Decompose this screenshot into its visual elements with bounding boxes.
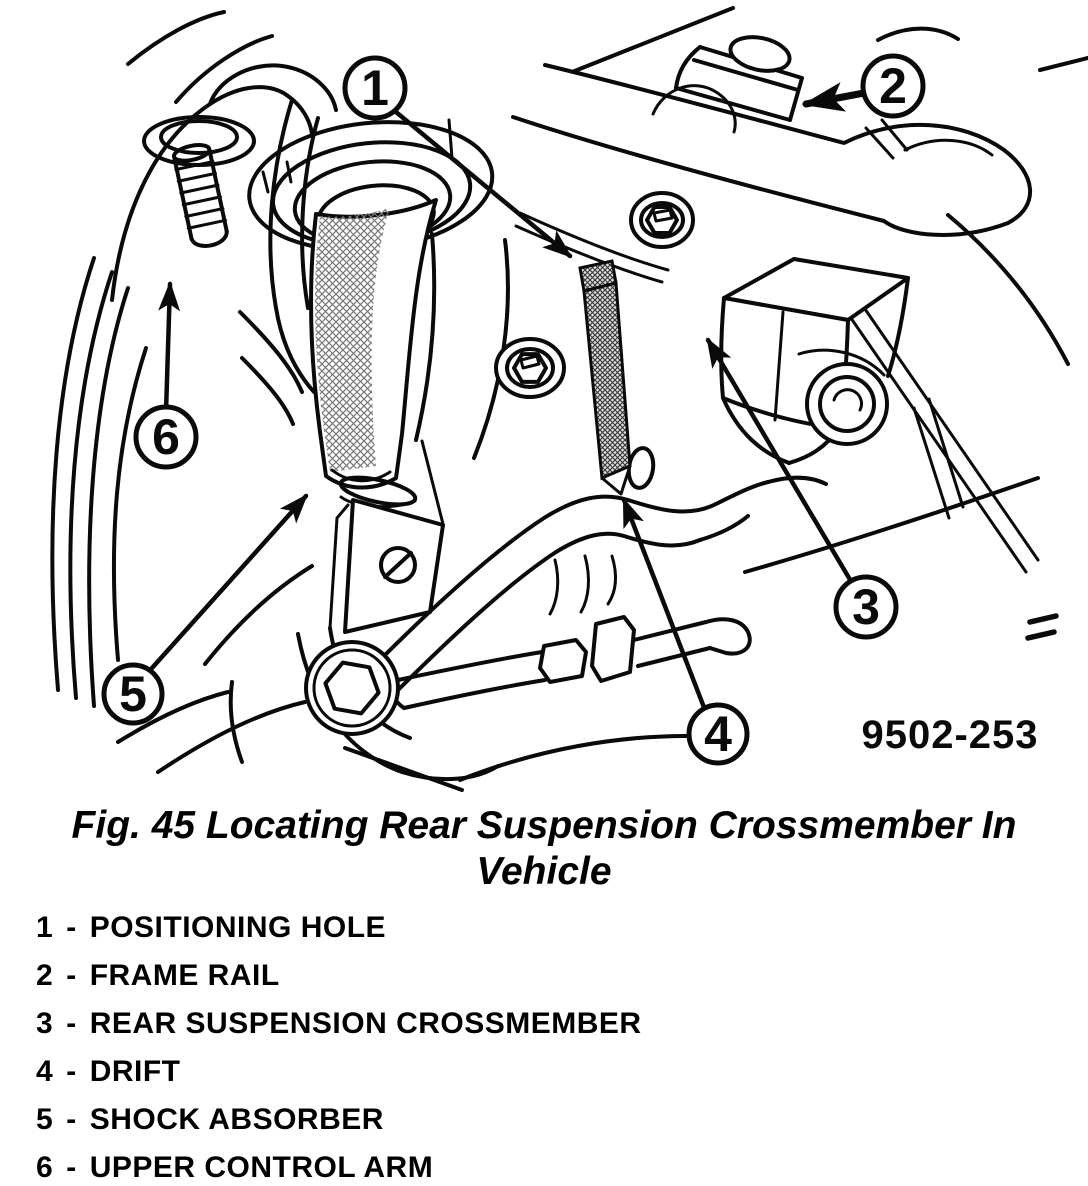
callout-6: [136, 407, 196, 467]
stabilizer-link-rod: [393, 617, 750, 708]
svg-text:6: 6: [152, 409, 180, 465]
svg-text:1: 1: [361, 60, 389, 116]
link-jam-nut: [592, 617, 634, 681]
leader-4: [624, 500, 705, 710]
callout-3: [836, 577, 896, 637]
shock-absorber: [243, 111, 499, 510]
figure-caption: Fig. 45 Locating Rear Suspension Crossmember In Vehicle: [71, 804, 1017, 894]
legend-item-number: 5: [36, 1103, 54, 1137]
leader-2: [806, 93, 864, 104]
stud-bolt: [172, 142, 230, 249]
leader-5: [152, 496, 306, 668]
legend-item-number: 3: [36, 1007, 54, 1041]
legend-item-separator: -: [66, 1055, 77, 1089]
svg-text:3: 3: [852, 579, 880, 635]
legend-item-separator: -: [66, 911, 77, 945]
legend-item-label: DRIFT: [89, 1055, 181, 1089]
upper-control-arm: [112, 65, 336, 664]
legend-item-number: 4: [36, 1055, 54, 1089]
crossmember: [721, 259, 963, 518]
link-hex-nut: [540, 640, 586, 682]
legend-item-number: 6: [36, 1151, 54, 1185]
legend-item-label: SHOCK ABSORBER: [89, 1103, 384, 1137]
legend-item-number: 2: [36, 959, 54, 993]
callout-4: [689, 705, 747, 763]
legend-item-label: POSITIONING HOLE: [89, 911, 387, 945]
lower-right-lines: [745, 478, 1056, 638]
legend-item-4: [36, 1055, 1088, 1089]
figure-legend: [36, 911, 1088, 1185]
callout-2: [863, 56, 923, 116]
legend-item-separator: -: [66, 1103, 77, 1137]
svg-text:5: 5: [119, 666, 147, 722]
svg-text:4: 4: [704, 706, 732, 762]
svg-text:2: 2: [879, 58, 907, 114]
legend-item-label: UPPER CONTROL ARM: [89, 1151, 434, 1185]
legend-item-separator: -: [66, 959, 77, 993]
legend-item-2: [36, 959, 1088, 993]
legend-item-number: 1: [36, 911, 54, 945]
recessed-bolt-left: [496, 339, 564, 397]
figure-reference-number: 9502-253: [861, 713, 1039, 757]
callout-1: [345, 58, 405, 118]
pivot-bolt: [306, 642, 398, 734]
legend-item-3: [36, 1007, 1088, 1041]
legend-item-separator: -: [66, 1151, 77, 1185]
legend-item-label: FRAME RAIL: [89, 959, 280, 993]
callout-5: [104, 665, 162, 723]
legend-item-label: REAR SUSPENSION CROSSMEMBER: [89, 1007, 642, 1041]
legend-item-1: [36, 911, 1088, 945]
scan-marks: [1028, 616, 1056, 638]
drift-tool: [580, 261, 630, 494]
recessed-bolt-right: [631, 193, 693, 247]
leader-6: [166, 284, 170, 412]
legend-item-5: [36, 1103, 1088, 1137]
legend-item-separator: -: [66, 1007, 77, 1041]
legend-item-6: [36, 1151, 1088, 1185]
